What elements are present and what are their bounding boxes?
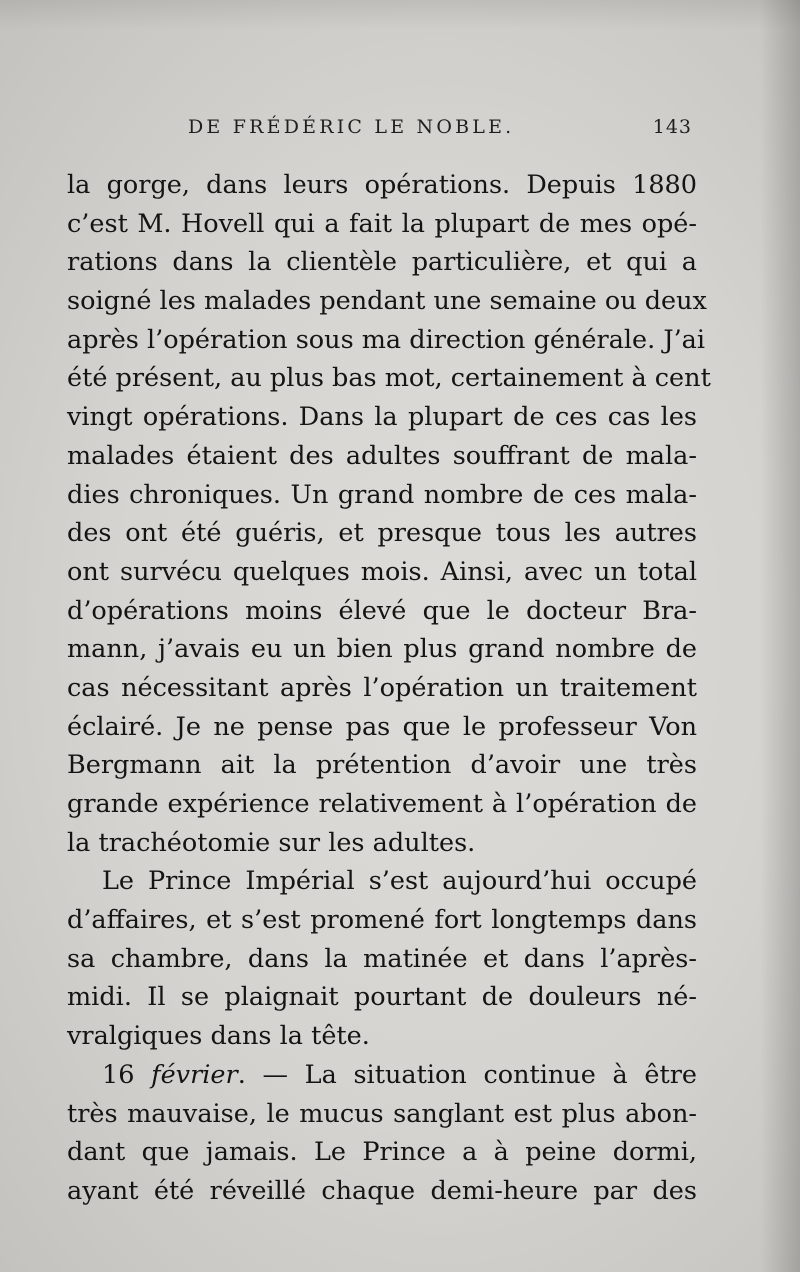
text-line: cas nécessitant après l’opération un traitement xyxy=(67,672,697,703)
text-line: d’opérations moins élevé que le docteur Bra- xyxy=(67,595,697,626)
text-line: midi. Il se plaignait pourtant de douleurs né- xyxy=(67,982,697,1013)
text-line: la trachéotomie sur les adultes. xyxy=(67,827,476,858)
body-text xyxy=(67,166,711,1211)
text-line: c’est M. Hovell qui a fait la plupart de mes opé- xyxy=(67,208,697,239)
entry-date-day: 16 xyxy=(102,1059,135,1090)
text-line: très mauvaise, le mucus sanglant est plus abon- xyxy=(67,1098,697,1129)
entry-text: . — La situation continue à être xyxy=(237,1059,698,1090)
text-line: dant que jamais. Le Prince a à peine dormi, xyxy=(67,1137,697,1168)
page-number: 143 xyxy=(652,116,692,138)
text-line: vingt opérations. Dans la plupart de ces cas les xyxy=(67,402,697,433)
entry-date-month: février xyxy=(151,1059,238,1090)
text-line: ont survécu quelques mois. Ainsi, avec un total xyxy=(67,556,697,587)
text-line: vralgiques dans la tête. xyxy=(67,1021,370,1052)
text-line: ayant été réveillé chaque demi-heure par des xyxy=(67,1175,697,1206)
text-line: éclairé. Je ne pense pas que le professeur Von xyxy=(67,711,697,742)
text-line: mann, j’avais eu un bien plus grand nombre de xyxy=(67,634,697,665)
text-line: été présent, au plus bas mot, certainement à cent xyxy=(67,363,711,394)
text-line: Le Prince Impérial s’est aujourd’hui occupé xyxy=(102,866,697,897)
text-line: après l’opération sous ma direction générale. J’ai xyxy=(67,324,706,355)
text-line: des ont été guéris, et presque tous les autres xyxy=(67,518,697,549)
text-line: grande expérience relativement à l’opération de xyxy=(67,789,697,819)
text-line: sa chambre, dans la matinée et dans l’après- xyxy=(67,943,697,974)
text-line: soigné les malades pendant une semaine ou deux xyxy=(67,286,707,317)
text-line: Bergmann ait la prétention d’avoir une très xyxy=(67,750,697,781)
text-line: rations dans la clientèle particulière, et qui a xyxy=(67,247,697,278)
text-line: d’affaires, et s’est promené fort longtemps dans xyxy=(67,905,697,936)
text-line: la gorge, dans leurs opérations. Depuis 1880 xyxy=(67,170,697,200)
dated-entry-line xyxy=(67,1056,697,1095)
text-line: malades étaient des adultes souffrant de mala- xyxy=(67,440,697,471)
running-head xyxy=(188,116,692,148)
running-title: DE FRÉDÉRIC LE NOBLE. xyxy=(188,116,515,138)
text-line: dies chroniques. Un grand nombre de ces mala- xyxy=(67,479,697,510)
